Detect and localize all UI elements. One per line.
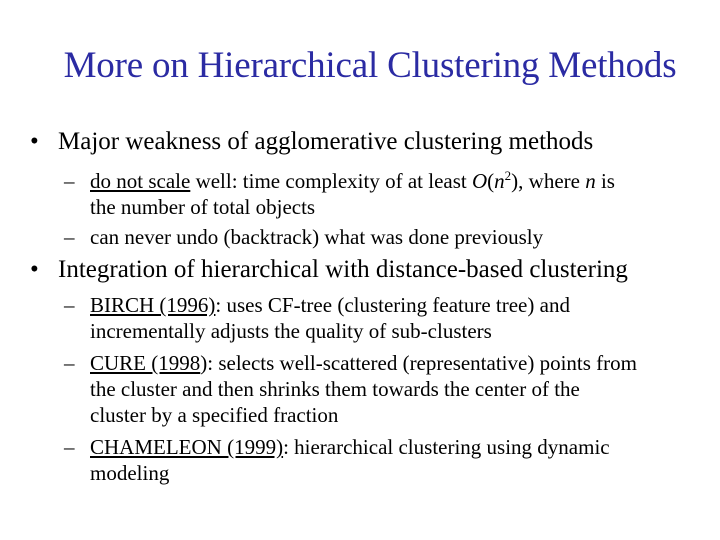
dash-icon: – <box>64 351 75 375</box>
bullet-major-weakness <box>30 128 593 156</box>
text-segment: : uses CF-tree (clustering feature tree) and <box>215 293 570 317</box>
slide-title: More on Hierarchical Clustering Methods <box>63 45 677 86</box>
underlined-term: BIRCH (1996) <box>90 293 216 317</box>
subbullet-text <box>90 434 610 486</box>
text-line: incrementally adjusts the quality of sub-clusters <box>90 319 492 343</box>
bullet-icon: • <box>30 128 39 155</box>
dash-icon: – <box>64 169 75 193</box>
underlined-term: CHAMELEON (1999) <box>90 435 284 459</box>
dash-icon: – <box>64 293 75 317</box>
exponent: 2 <box>504 168 512 183</box>
subbullet-text <box>90 292 570 344</box>
bullet-icon: • <box>30 256 39 283</box>
dash-icon: – <box>64 225 75 249</box>
text-segment: ( <box>487 169 495 193</box>
text-line: cluster by a specified fraction <box>90 403 339 427</box>
bullet-text: Major weakness of agglomerative clustering methods <box>58 128 594 155</box>
underlined-term: do not scale <box>90 169 191 193</box>
bullet-text: Integration of hierarchical with distance-based clustering <box>58 256 628 283</box>
text-line: the cluster and then shrinks them towards the center of the <box>90 377 580 401</box>
text-line: the number of total objects <box>90 195 316 219</box>
text-segment: is <box>595 169 615 193</box>
var-n: n <box>585 169 596 193</box>
text-line: modeling <box>90 461 170 485</box>
subbullet-text <box>90 168 615 220</box>
subbullet-text: can never undo (backtrack) what was done previously <box>90 225 544 249</box>
var-n: n <box>494 169 505 193</box>
subbullet-text <box>90 350 637 428</box>
dash-icon: – <box>64 435 75 459</box>
big-o: O <box>472 169 488 193</box>
underlined-term: CURE (1998 <box>90 351 201 375</box>
text-segment: ), where <box>511 169 586 193</box>
text-segment: ): selects well-scattered (representative) points from <box>200 351 637 375</box>
text-segment: well: time complexity of at least <box>190 169 472 193</box>
bullet-integration <box>30 256 628 284</box>
text-segment: : hierarchical clustering using dynamic <box>283 435 610 459</box>
